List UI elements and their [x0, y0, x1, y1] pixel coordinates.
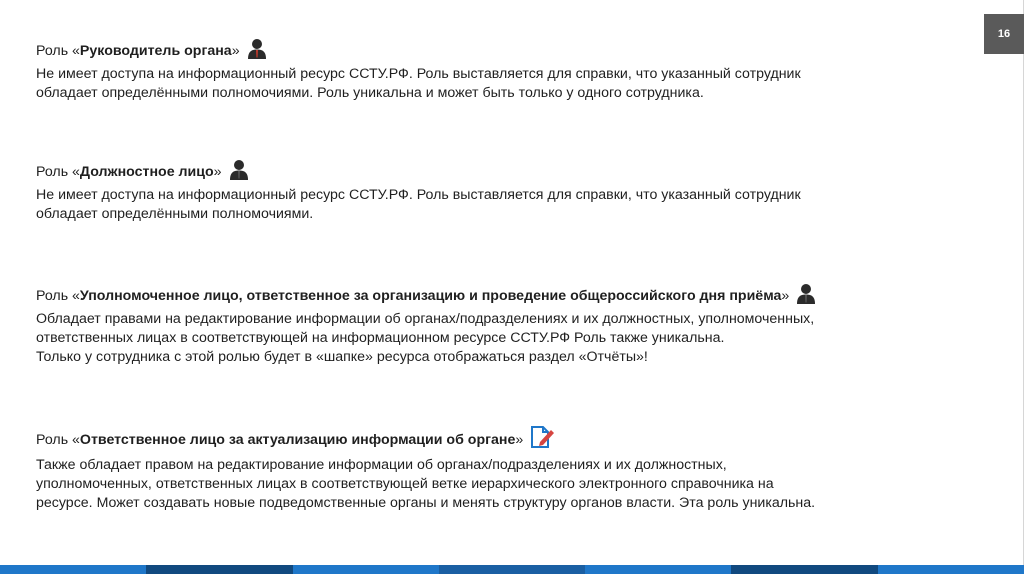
footer-segment — [731, 565, 877, 574]
person-icon — [228, 158, 250, 186]
role-description-line: Обладает правами на редактирование информации об органах/подразделениях и их должностных, уполномоченных, — [36, 311, 815, 327]
footer-bar — [0, 565, 1024, 574]
role-title — [36, 158, 801, 186]
role-block-1 — [36, 37, 801, 103]
role-description-line: Не имеет доступа на информационный ресурс ССТУ.РФ. Роль выставляется для справки, что указанный сотрудник — [36, 66, 801, 82]
role-suffix: » — [231, 42, 240, 59]
footer-segment — [878, 565, 1024, 574]
footer-segment — [0, 565, 146, 574]
role-description-line: Не имеет доступа на информационный ресурс ССТУ.РФ. Роль выставляется для справки, что указанный сотрудник — [36, 187, 801, 203]
role-description-line: обладает определёнными полномочиями. Роль уникальна и может быть только у одного сотрудника. — [36, 85, 704, 101]
role-description-line: ответственных лицах в соответствующей на информационном ресурсе ССТУ.РФ Роль также уникальна. — [36, 330, 725, 346]
role-title — [36, 282, 817, 310]
footer-segment — [146, 565, 292, 574]
role-prefix: Роль « — [36, 163, 80, 180]
role-name: Руководитель органа — [79, 42, 232, 59]
role-name: Уполномоченное лицо, ответственное за организацию и проведение общероссийского дня приёма — [79, 287, 782, 304]
role-name: Ответственное лицо за актуализацию информации об органе — [79, 431, 516, 448]
role-suffix: » — [781, 287, 790, 304]
role-suffix: » — [515, 431, 524, 448]
person-icon — [246, 37, 268, 65]
role-description-line: уполномоченных, ответственных лицах в соответствующей ветке иерархического электронного справочника на — [36, 476, 774, 492]
role-suffix: » — [213, 163, 222, 180]
role-name: Должностное лицо — [79, 163, 214, 180]
role-title — [36, 424, 815, 456]
footer-segment — [439, 565, 585, 574]
edit-document-icon — [529, 424, 555, 456]
role-prefix: Роль « — [36, 42, 80, 59]
role-prefix: Роль « — [36, 431, 80, 448]
footer-segment — [585, 565, 731, 574]
footer-segment — [293, 565, 439, 574]
role-description-line: обладает определёнными полномочиями. — [36, 206, 314, 222]
role-description-line: Также обладает правом на редактирование информации об органах/подразделениях и их должностных, — [36, 457, 727, 473]
role-block-4 — [36, 424, 815, 513]
person-icon — [795, 282, 817, 310]
role-block-2 — [36, 158, 801, 224]
role-prefix: Роль « — [36, 287, 80, 304]
role-description-line: Только у сотрудника с этой ролью будет в «шапке» ресурса отображаться раздел «Отчёты»! — [36, 349, 648, 365]
role-description-line: ресурсе. Может создавать новые подведомственные органы и менять структуру органов власти. Эта роль уникальна. — [36, 495, 816, 511]
role-title — [36, 37, 801, 65]
page-number: 16 — [984, 14, 1024, 54]
role-block-3 — [36, 282, 817, 367]
